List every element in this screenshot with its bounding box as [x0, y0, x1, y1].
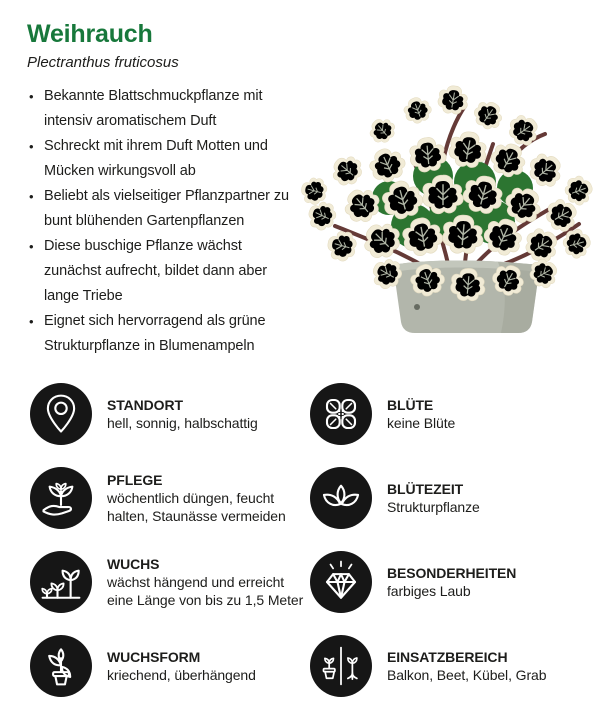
- attribute-pflege: [30, 456, 310, 540]
- attribute-wuchsform: [30, 624, 310, 708]
- attribute-label: EINSATZBEREICH: [387, 648, 508, 665]
- attribute-value: farbiges Laub: [387, 582, 471, 599]
- attribute-value: hell, sonnig, halbschattig: [107, 414, 258, 431]
- bullet-item: • Bekannte Blattschmuckpflanze mit intensiv aromatischem Duft: [27, 84, 289, 134]
- attribute-einsatzbereich: [310, 624, 572, 708]
- flower-icon: [310, 383, 372, 445]
- attribute-value: keine Blüte: [387, 414, 456, 431]
- diamond-icon: [310, 551, 372, 613]
- attribute-value: Balkon, Beet, Kübel, Grab: [387, 666, 547, 683]
- botanical-name: Plectranthus fruticosus: [27, 54, 179, 71]
- potted-plant-icon: [30, 635, 92, 697]
- attribute-label: WUCHS: [107, 555, 160, 572]
- page-title: Weihrauch: [27, 20, 153, 48]
- bullet-item: • Schreckt mit ihrem Duft Motten und Mücken wirkungsvoll ab: [27, 134, 289, 184]
- bullet-item: • Eignet sich hervorragend als grüne Strukturpflanze in Blumenampeln: [27, 309, 289, 359]
- bullet-item: • Beliebt als vielseitiger Pflanzpartner zu bunt blühenden Gartenpflanzen: [27, 184, 289, 234]
- location-pin-icon: [30, 383, 92, 445]
- attribute-label: WUCHSFORM: [107, 648, 201, 665]
- attribute-value: kriechend, überhängend: [107, 666, 256, 683]
- pot-and-bed-icon: [310, 635, 372, 697]
- attribute-label: STANDORT: [107, 396, 183, 413]
- attribute-value: wöchentlich düngen, feucht halten, Staunässe vermeiden: [107, 489, 286, 524]
- growing-plants-icon: [30, 551, 92, 613]
- attribute-value: Strukturpflanze: [387, 498, 480, 515]
- attribute-bluetezeit: [310, 456, 572, 540]
- feature-bullet-list: [27, 84, 289, 359]
- bullet-item: • Diese buschige Pflanze wächst zunächst aufrecht, bildet dann aber lange Triebe: [27, 234, 289, 309]
- attribute-label: BESONDERHEITEN: [387, 564, 517, 581]
- attribute-wuchs: [30, 540, 310, 624]
- attribute-label: BLÜTE: [387, 396, 434, 413]
- attribute-bluete: [310, 372, 572, 456]
- attribute-label: PFLEGE: [107, 471, 163, 488]
- attribute-standort: [30, 372, 310, 456]
- lotus-icon: [310, 467, 372, 529]
- attribute-label: BLÜTEZEIT: [387, 480, 464, 497]
- attribute-grid: [30, 372, 572, 708]
- hand-sprout-icon: [30, 467, 92, 529]
- attribute-value: wächst hängend und erreicht eine Länge von bis zu 1,5 Meter: [107, 573, 304, 608]
- attribute-besonderheiten: [310, 540, 572, 624]
- plant-photo: [293, 76, 600, 344]
